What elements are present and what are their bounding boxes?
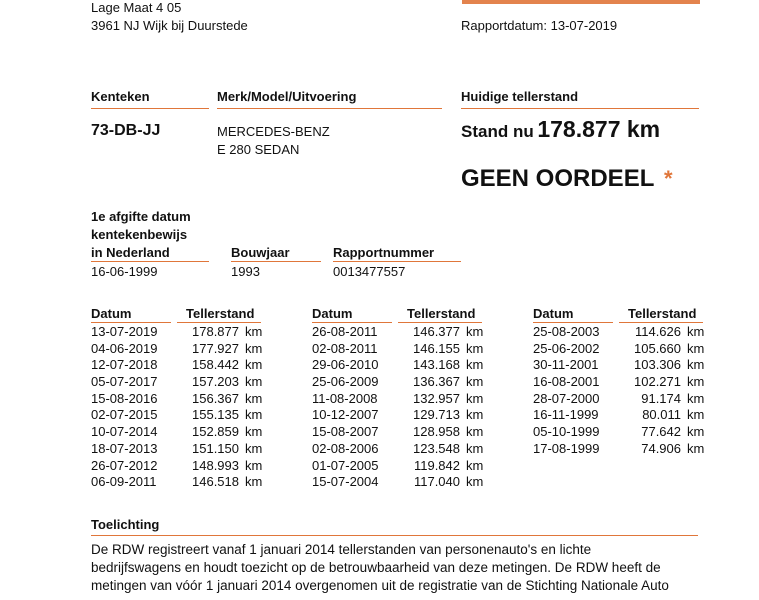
history-row xyxy=(91,374,261,391)
row-date: 02-07-2015 xyxy=(91,407,158,423)
verdict xyxy=(461,165,673,193)
row-unit: km xyxy=(466,324,484,339)
history-row xyxy=(312,407,482,424)
history-row xyxy=(312,424,482,441)
date-header: Datum xyxy=(91,306,132,321)
row-date: 17-08-1999 xyxy=(533,440,600,456)
row-date: 18-07-2013 xyxy=(91,440,158,456)
explanation-line-3: metingen van vóór 1 januari 2014 overgenomen uit de registratie van de Stichting Nationale Auto xyxy=(91,578,669,593)
row-date: 16-08-2001 xyxy=(533,374,600,390)
row-km: 146.518 xyxy=(192,474,239,490)
first-issue-label-2: kentekenbewijs xyxy=(91,227,188,242)
row-unit: km xyxy=(466,424,484,440)
row-date: 25-08-2003 xyxy=(533,324,600,339)
reading-header: Tellerstand xyxy=(407,306,476,321)
report-number-rule xyxy=(333,261,461,262)
row-km: 132.957 xyxy=(413,390,460,406)
row-date: 26-08-2011 xyxy=(312,324,378,339)
row-unit: km xyxy=(245,407,263,423)
row-unit: km xyxy=(245,424,263,440)
row-km: 146.377 xyxy=(413,324,460,339)
row-km: 119.842 xyxy=(413,457,460,473)
row-unit: km xyxy=(245,357,263,373)
row-km: 80.011 xyxy=(642,407,681,423)
history-row xyxy=(91,391,261,408)
report-date-value: 13-07-2019 xyxy=(550,18,618,33)
row-unit: km xyxy=(687,324,705,339)
verdict-text: GEEN OORDEEL xyxy=(461,165,655,192)
row-date: 02-08-2011 xyxy=(312,340,378,356)
row-unit: km xyxy=(687,407,705,423)
report-number-value: 0013477557 xyxy=(333,264,406,279)
history-row xyxy=(91,341,261,358)
header-rule-reading xyxy=(177,322,261,323)
row-km: 155.135 xyxy=(192,407,239,423)
row-unit: km xyxy=(245,324,263,339)
row-km: 114.626 xyxy=(634,324,681,339)
row-unit: km xyxy=(245,374,263,390)
row-unit: km xyxy=(245,440,263,456)
header-rule-date xyxy=(91,322,171,323)
header-rule-date xyxy=(533,322,613,323)
history-rows xyxy=(533,324,703,458)
row-unit: km xyxy=(687,424,705,440)
history-row xyxy=(533,374,703,391)
row-km: 74.906 xyxy=(641,440,681,456)
row-km: 146.155 xyxy=(413,340,460,356)
address-line-2: 3961 NJ Wijk bij Duurstede xyxy=(91,18,248,33)
header-rule-reading xyxy=(619,322,703,323)
row-unit: km xyxy=(245,457,263,473)
reading-header: Tellerstand xyxy=(628,306,697,321)
history-row xyxy=(312,357,482,374)
row-date: 12-07-2018 xyxy=(91,357,158,373)
build-year-value: 1993 xyxy=(231,264,260,279)
history-row xyxy=(312,324,482,341)
history-row xyxy=(91,424,261,441)
history-row xyxy=(312,341,482,358)
row-km: 156.367 xyxy=(192,390,239,406)
history-row xyxy=(312,458,482,475)
row-date: 15-08-2016 xyxy=(91,390,158,406)
report-number-label: Rapportnummer xyxy=(333,245,435,260)
header-rule-date xyxy=(312,322,392,323)
date-header: Datum xyxy=(533,306,574,321)
row-unit: km xyxy=(466,357,484,373)
row-date: 10-07-2014 xyxy=(91,424,158,440)
row-date: 06-09-2011 xyxy=(91,474,157,490)
row-date: 26-07-2012 xyxy=(91,457,158,473)
verdict-asterisk: * xyxy=(663,166,673,191)
first-issue-rule xyxy=(91,261,209,262)
build-year-label: Bouwjaar xyxy=(231,245,290,260)
first-issue-value: 16-06-1999 xyxy=(91,264,158,279)
row-date: 11-08-2008 xyxy=(312,390,378,406)
row-date: 16-11-1999 xyxy=(533,407,599,423)
row-unit: km xyxy=(466,374,484,390)
address-line-1: Lage Maat 4 05 xyxy=(91,0,182,15)
row-km: 117.040 xyxy=(413,474,460,490)
report-date-label: Rapportdatum: xyxy=(461,18,547,33)
row-unit: km xyxy=(687,390,705,406)
row-date: 05-10-1999 xyxy=(533,424,600,440)
row-unit: km xyxy=(687,357,705,373)
row-date: 15-07-2004 xyxy=(312,474,379,490)
history-row xyxy=(533,357,703,374)
explanation-line-2: bedrijfswagens en houdt toezicht op de betrouwbaarheid van deze metingen. De RDW heeft de xyxy=(91,560,661,575)
row-date: 29-06-2010 xyxy=(312,357,379,373)
row-unit: km xyxy=(466,340,484,356)
row-km: 103.306 xyxy=(634,357,681,373)
header-rule-reading xyxy=(398,322,482,323)
row-unit: km xyxy=(687,374,705,390)
history-rows xyxy=(91,324,261,491)
history-row xyxy=(91,407,261,424)
row-km: 102.271 xyxy=(634,374,681,390)
row-km: 151.150 xyxy=(192,440,239,456)
odometer-label: Huidige tellerstand xyxy=(461,89,579,104)
row-km: 157.203 xyxy=(192,374,239,390)
row-km: 91.174 xyxy=(641,390,681,406)
row-km: 143.168 xyxy=(413,357,460,373)
row-km: 123.548 xyxy=(413,440,460,456)
plate-label: Kenteken xyxy=(91,89,150,104)
history-row xyxy=(312,374,482,391)
history-header xyxy=(312,306,482,321)
history-row xyxy=(533,341,703,358)
row-unit: km xyxy=(687,340,705,356)
history-row xyxy=(533,441,703,458)
history-row xyxy=(91,474,261,491)
odometer-rule xyxy=(461,108,699,109)
model-rule xyxy=(217,108,442,109)
first-issue-label-3: in Nederland xyxy=(91,245,170,260)
row-unit: km xyxy=(466,457,484,473)
row-unit: km xyxy=(687,440,705,456)
history-row xyxy=(533,424,703,441)
row-date: 10-12-2007 xyxy=(312,407,379,423)
explanation-rule xyxy=(91,535,698,536)
row-km: 136.367 xyxy=(413,374,460,390)
row-unit: km xyxy=(466,390,484,406)
reading-header: Tellerstand xyxy=(186,306,255,321)
plate-rule xyxy=(91,108,209,109)
row-date: 15-08-2007 xyxy=(312,424,379,440)
history-rows xyxy=(312,324,482,491)
logo-fragment xyxy=(462,0,700,4)
report-date xyxy=(461,18,617,33)
row-km: 77.642 xyxy=(641,424,681,440)
row-date: 05-07-2017 xyxy=(91,374,158,390)
odometer-prefix: Stand nu xyxy=(461,122,534,141)
explanation-title: Toelichting xyxy=(91,517,160,532)
history-header xyxy=(533,306,703,321)
row-km: 148.993 xyxy=(192,457,239,473)
history-row xyxy=(91,357,261,374)
history-row xyxy=(533,324,703,341)
history-column-2 xyxy=(312,306,482,491)
row-date: 28-07-2000 xyxy=(533,390,600,406)
row-km: 152.859 xyxy=(192,424,239,440)
row-date: 02-08-2006 xyxy=(312,440,379,456)
history-row xyxy=(533,407,703,424)
row-date: 25-06-2009 xyxy=(312,374,379,390)
history-row xyxy=(312,391,482,408)
row-km: 105.660 xyxy=(634,340,681,356)
row-date: 01-07-2005 xyxy=(312,457,379,473)
row-km: 178.877 xyxy=(192,324,239,339)
row-unit: km xyxy=(466,474,484,490)
build-year-rule xyxy=(231,261,321,262)
history-header xyxy=(91,306,261,321)
odometer-current xyxy=(461,116,660,143)
make-value: MERCEDES-BENZ xyxy=(217,124,330,139)
row-unit: km xyxy=(466,407,484,423)
history-row xyxy=(533,391,703,408)
row-date: 04-06-2019 xyxy=(91,340,158,356)
history-column-3 xyxy=(533,306,703,458)
row-unit: km xyxy=(245,390,263,406)
row-unit: km xyxy=(245,340,263,356)
row-km: 128.958 xyxy=(413,424,460,440)
date-header: Datum xyxy=(312,306,353,321)
model-label: Merk/Model/Uitvoering xyxy=(217,89,357,104)
model-value: E 280 SEDAN xyxy=(217,142,300,157)
history-row xyxy=(91,458,261,475)
plate-value: 73-DB-JJ xyxy=(91,122,161,139)
row-date: 13-07-2019 xyxy=(91,324,158,339)
explanation-line-1: De RDW registreert vanaf 1 januari 2014 tellerstanden van personenauto's en lichte xyxy=(91,542,592,557)
history-row xyxy=(91,441,261,458)
row-km: 177.927 xyxy=(192,340,239,356)
row-km: 158.442 xyxy=(192,357,239,373)
row-unit: km xyxy=(245,474,263,490)
row-date: 25-06-2002 xyxy=(533,340,600,356)
history-column-1 xyxy=(91,306,261,491)
odometer-value: 178.877 km xyxy=(537,116,661,142)
history-row xyxy=(91,324,261,341)
first-issue-label-1: 1e afgifte datum xyxy=(91,209,191,224)
history-row xyxy=(312,441,482,458)
history-row xyxy=(312,474,482,491)
row-km: 129.713 xyxy=(413,407,460,423)
row-date: 30-11-2001 xyxy=(533,357,599,373)
row-unit: km xyxy=(466,440,484,456)
